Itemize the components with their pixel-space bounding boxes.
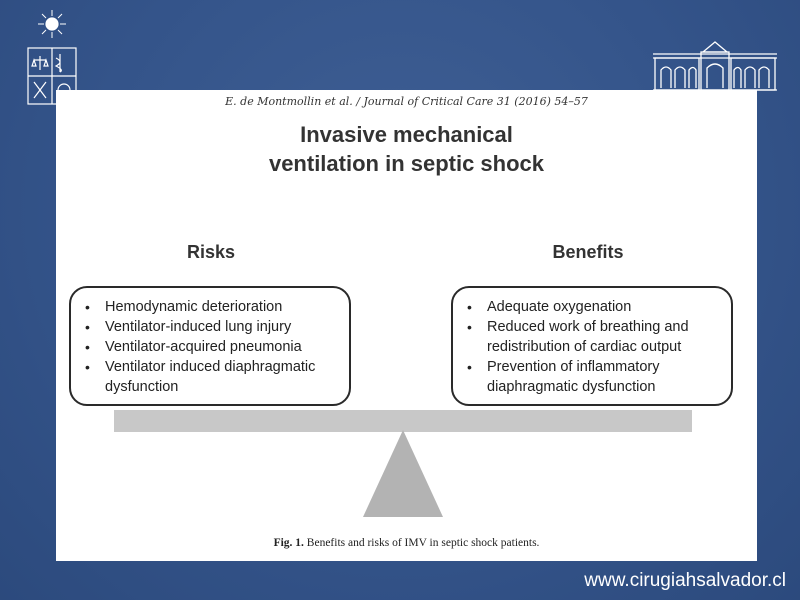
balance-beam — [114, 410, 692, 432]
benefit-item: • Adequate oxygenation — [461, 297, 723, 317]
risk-item: • Hemodynamic deterioration — [79, 297, 341, 317]
balance-fulcrum — [363, 430, 443, 517]
benefits-box — [451, 286, 733, 406]
risk-item: • Ventilator-induced lung injury — [79, 317, 341, 337]
risks-list — [79, 297, 341, 397]
title-line-1: Invasive mechanical — [300, 122, 513, 147]
benefit-item: • Prevention of inflammatory diaphragmatic dysfunction — [461, 357, 723, 397]
hospital-building-logo — [653, 40, 777, 92]
journal-citation: E. de Montmollin et al. / Journal of Critical Care 31 (2016) 54–57 — [225, 95, 588, 108]
benefits-list — [461, 297, 723, 397]
title-line-2: ventilation in septic shock — [268, 151, 545, 176]
risk-item: • Ventilator-acquired pneumonia — [79, 337, 341, 357]
website-url[interactable]: www.cirugiahsalvador.cl — [584, 570, 786, 591]
figure-panel — [56, 90, 757, 561]
caption-label: Fig. 1. — [273, 537, 304, 549]
benefit-item: • Reduced work of breathing and redistribution of cardiac output — [461, 317, 723, 357]
risk-item: • Ventilator induced diaphragmatic dysfunction — [79, 357, 341, 397]
risks-box — [69, 286, 351, 406]
risks-heading: Risks — [186, 242, 236, 262]
benefits-heading: Benefits — [552, 242, 624, 262]
caption-text: Benefits and risks of IMV in septic shock patients. — [303, 537, 540, 549]
figure-caption — [56, 537, 757, 549]
figure-title — [56, 120, 757, 178]
